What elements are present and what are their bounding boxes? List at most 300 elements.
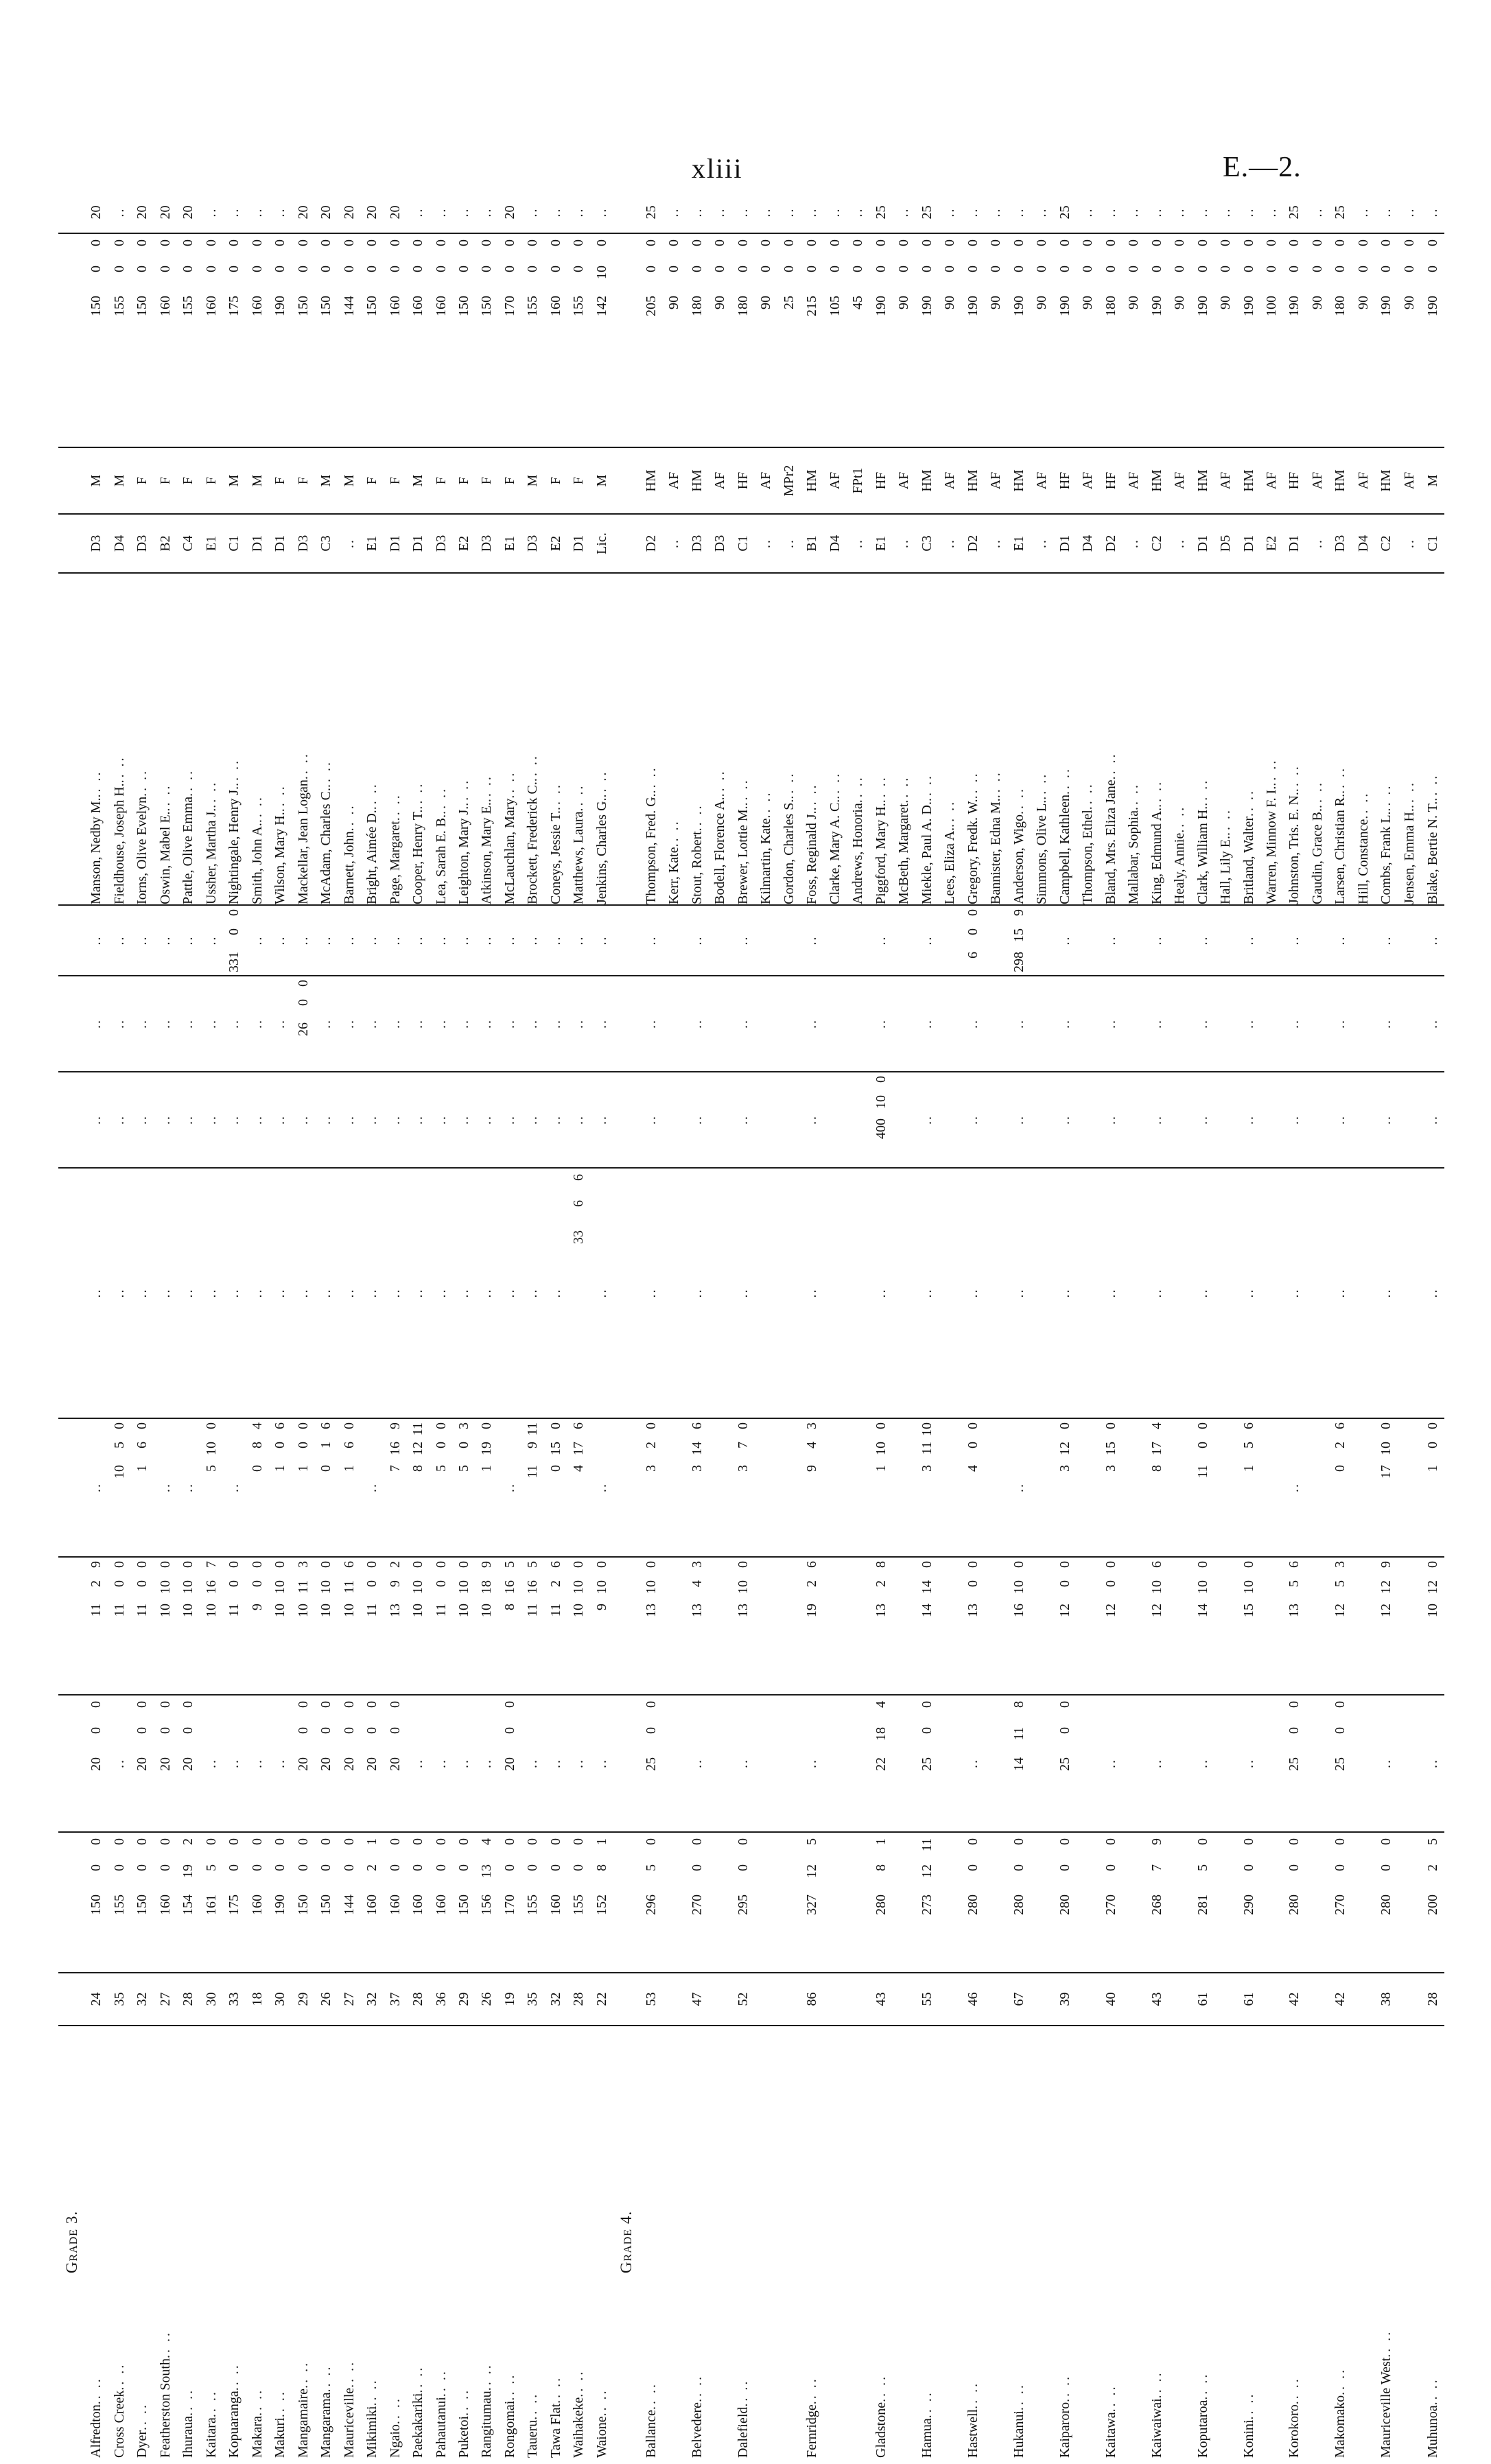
empty-mark: .. bbox=[203, 935, 219, 946]
empty-mark: .. bbox=[1378, 1115, 1394, 1125]
empty-mark: .. bbox=[364, 1483, 380, 1492]
cell-amount_j bbox=[1099, 905, 1122, 976]
cell-classification: .. bbox=[1168, 514, 1190, 573]
school-name: Hukanui bbox=[1011, 2410, 1026, 2458]
cell-teacher_salary: 180 0 0 bbox=[685, 233, 708, 447]
cell-amount_j bbox=[108, 905, 130, 976]
empty-mark: .. bbox=[896, 207, 912, 218]
empty-mark: .. bbox=[157, 1288, 173, 1298]
empty-mark: .. bbox=[1424, 207, 1440, 218]
cell-teacher_name bbox=[961, 573, 984, 905]
cell-amount_i bbox=[731, 976, 754, 1072]
cell-position: HF bbox=[1099, 447, 1122, 514]
cell-amount_h bbox=[292, 1072, 314, 1168]
cell-house_allowances bbox=[1214, 1695, 1236, 1832]
cell-classification: .. bbox=[338, 514, 360, 573]
cell-amount_i bbox=[1214, 976, 1236, 1072]
school-name: Paekakariki bbox=[410, 2393, 426, 2458]
cell-amount_f bbox=[1398, 1418, 1420, 1557]
cell-teacher_name bbox=[685, 573, 708, 905]
cell-classification: D3 bbox=[85, 514, 108, 573]
cell-teacher_salary: 45 0 0 bbox=[847, 233, 869, 447]
empty-mark: .. bbox=[249, 1288, 265, 1298]
cell-house_allowances bbox=[823, 1695, 846, 1832]
table-row bbox=[1168, 192, 1190, 2458]
empty-mark: .. bbox=[479, 1019, 495, 1029]
cell-teacher_house_allowance: 20 bbox=[387, 205, 403, 220]
dot-leader bbox=[503, 574, 517, 799]
cell-house_allowances bbox=[777, 1695, 800, 1832]
table-row bbox=[338, 192, 360, 2458]
cell-amount_e: 19 2 6 bbox=[801, 1557, 823, 1695]
empty-mark: .. bbox=[965, 1759, 981, 1768]
cell-amount_g bbox=[1145, 1168, 1168, 1418]
dot-leader bbox=[851, 574, 865, 803]
cell-average_attendance: 46 bbox=[961, 1973, 984, 2026]
empty-mark: .. bbox=[735, 1115, 751, 1125]
empty-mark: .. bbox=[965, 1019, 981, 1029]
cell-amount_i bbox=[1145, 976, 1168, 1072]
cell-school bbox=[58, 2026, 85, 2458]
cell-school bbox=[154, 2026, 176, 2458]
teacher-name: Brewer, Lottie M. bbox=[735, 806, 751, 904]
cell-amount_e: 10 12 0 bbox=[1421, 1557, 1444, 1695]
cell-school bbox=[1329, 2026, 1352, 2458]
cell-classification bbox=[58, 514, 85, 573]
cell-school bbox=[1260, 2026, 1282, 2458]
cell-amount_f bbox=[1352, 1418, 1374, 1557]
empty-mark: .. bbox=[1241, 1019, 1256, 1029]
cell-teacher_name bbox=[755, 573, 777, 905]
teacher-name: Nightingale, Henry J. bbox=[226, 786, 242, 904]
cell-teacher_salary: 190 0 0 bbox=[915, 233, 938, 447]
cell-classification: C1 bbox=[222, 514, 245, 573]
cell-annual_salaries bbox=[58, 1832, 85, 1973]
school-name: Mangarama bbox=[318, 2392, 334, 2458]
teacher-name: Thompson, Ethel bbox=[1080, 810, 1096, 904]
empty-mark: .. bbox=[1103, 1019, 1118, 1029]
cell-amount_i bbox=[893, 976, 915, 1072]
cell-amount_j: 331 0 0 bbox=[222, 905, 245, 976]
empty-mark: .. bbox=[203, 1288, 219, 1298]
cell-house_allowances bbox=[847, 1695, 869, 1832]
cell-amount_f: 5 0 3 bbox=[452, 1418, 475, 1557]
dot-leader bbox=[113, 574, 126, 783]
school-name: Korokoro bbox=[1287, 2404, 1302, 2458]
cell-amount_e: 10 11 3 bbox=[292, 1557, 314, 1695]
empty-mark: .. bbox=[111, 935, 127, 946]
cell-position: HM bbox=[685, 447, 708, 514]
cell-amount_f bbox=[777, 1418, 800, 1557]
cell-teacher_salary: 90 0 0 bbox=[709, 233, 731, 447]
cell-teacher_name bbox=[613, 573, 640, 905]
cell-classification: D3 bbox=[1329, 514, 1352, 573]
empty-mark: .. bbox=[735, 935, 751, 946]
cell-amount_j bbox=[476, 905, 498, 976]
cell-annual_salaries: 280 0 0 bbox=[1375, 1832, 1398, 1973]
cell-amount_i bbox=[360, 976, 383, 1072]
cell-average_attendance: 37 bbox=[384, 1973, 406, 2026]
empty-mark: .. bbox=[1309, 207, 1325, 218]
dot-leader bbox=[273, 2026, 287, 2417]
cell-amount_g bbox=[893, 1168, 915, 1418]
dot-leader bbox=[342, 574, 356, 831]
cell-position: AF bbox=[1398, 447, 1420, 514]
cell-teacher_salary: 144 0 0 bbox=[338, 233, 360, 447]
empty-mark: .. bbox=[1195, 207, 1210, 218]
cell-classification: .. bbox=[984, 514, 1007, 573]
empty-mark: .. bbox=[249, 1759, 265, 1768]
teacher-name: Mallabar, Sophia bbox=[1126, 810, 1142, 904]
dot-leader bbox=[736, 2026, 750, 2407]
table-row bbox=[314, 192, 337, 2458]
cell-amount_i bbox=[1191, 976, 1214, 1072]
empty-mark: .. bbox=[433, 1019, 449, 1029]
cell-teacher_salary: 160 0 0 bbox=[154, 233, 176, 447]
empty-mark: .. bbox=[548, 1759, 563, 1768]
table-row bbox=[1145, 192, 1168, 2458]
empty-mark: .. bbox=[111, 1759, 127, 1768]
dot-leader bbox=[388, 574, 402, 821]
empty-mark: .. bbox=[364, 1115, 380, 1125]
empty-mark: .. bbox=[456, 1759, 471, 1768]
dot-leader bbox=[181, 574, 195, 797]
cell-teacher_name bbox=[246, 573, 268, 905]
empty-mark: .. bbox=[111, 207, 127, 218]
cell-position: HM bbox=[1145, 447, 1168, 514]
cell-amount_h: 400 10 0 bbox=[869, 1072, 892, 1168]
cell-amount_g bbox=[108, 1168, 130, 1418]
cell-amount_g bbox=[961, 1168, 984, 1418]
empty-mark: .. bbox=[1103, 1288, 1118, 1298]
cell-average_attendance: 55 bbox=[915, 1973, 938, 2026]
empty-mark: .. bbox=[180, 1115, 196, 1125]
teacher-name: Anderson, Wigo bbox=[1011, 814, 1026, 904]
table-row bbox=[246, 192, 268, 2458]
cell-amount_i bbox=[1352, 976, 1374, 1072]
cell-amount_g bbox=[1306, 1168, 1328, 1418]
cell-amount_i bbox=[1122, 976, 1144, 1072]
empty-mark: .. bbox=[410, 935, 426, 946]
cell-amount_j bbox=[613, 905, 640, 976]
cell-teacher_house_allowance: 20 bbox=[134, 205, 150, 220]
empty-mark: .. bbox=[157, 1483, 173, 1492]
cell-amount_f bbox=[1007, 1418, 1030, 1557]
dot-leader bbox=[1242, 574, 1256, 817]
cell-house_allowances bbox=[200, 1695, 222, 1832]
cell-teacher_salary: 150 0 0 bbox=[360, 233, 383, 447]
cell-amount_e: 13 10 0 bbox=[731, 1557, 754, 1695]
cell-house_allowances bbox=[709, 1695, 731, 1832]
school-name: Koputaroa bbox=[1195, 2400, 1210, 2458]
cell-average_attendance: 35 bbox=[521, 1973, 544, 2026]
empty-mark: .. bbox=[272, 1759, 288, 1768]
cell-teacher_name bbox=[1214, 573, 1236, 905]
empty-mark: .. bbox=[111, 1115, 127, 1125]
empty-mark: .. bbox=[226, 1483, 242, 1492]
cell-teacher_house_allowance bbox=[1145, 192, 1168, 233]
dot-leader bbox=[480, 574, 493, 802]
empty-mark: .. bbox=[111, 1288, 127, 1298]
cell-school bbox=[452, 2026, 475, 2458]
empty-mark: .. bbox=[571, 1759, 587, 1768]
cell-average_attendance: 26 bbox=[314, 1973, 337, 2026]
cell-amount_f bbox=[663, 1418, 685, 1557]
cell-amount_g bbox=[613, 1168, 640, 1418]
empty-mark: .. bbox=[1218, 207, 1234, 218]
cell-amount_f: 1 0 0 bbox=[292, 1418, 314, 1557]
empty-mark: .. bbox=[1287, 1115, 1302, 1125]
cell-amount_h bbox=[984, 1072, 1007, 1168]
cell-amount_j bbox=[893, 905, 915, 976]
cell-amount_j bbox=[847, 905, 869, 976]
cell-amount_i bbox=[544, 976, 567, 1072]
cell-school bbox=[823, 2026, 846, 2458]
cell-teacher_house_allowance: 25 bbox=[1287, 205, 1302, 220]
cell-average_attendance: 53 bbox=[639, 1973, 662, 2026]
cell-position: AF bbox=[984, 447, 1007, 514]
cell-teacher_salary: 150 0 0 bbox=[85, 233, 108, 447]
cell-amount_i bbox=[709, 976, 731, 1072]
dot-leader bbox=[644, 2026, 658, 2410]
empty-mark: .. bbox=[456, 207, 471, 218]
cell-average_attendance: 28 bbox=[406, 1973, 429, 2026]
cell-amount_g: 33 6 6 bbox=[567, 1168, 590, 1418]
cell-house_allowances bbox=[685, 1695, 708, 1832]
table-row bbox=[801, 192, 823, 2458]
cell-classification: D3 bbox=[476, 514, 498, 573]
folio-number: xliii bbox=[692, 153, 743, 184]
cell-average_attendance bbox=[709, 1973, 731, 2026]
dot-leader bbox=[572, 574, 585, 811]
cell-amount_g bbox=[338, 1168, 360, 1418]
cell-average_attendance bbox=[823, 1973, 846, 2026]
cell-amount_e: 8 16 5 bbox=[498, 1557, 521, 1695]
empty-mark: .. bbox=[364, 1288, 380, 1298]
cell-amount_g bbox=[1283, 1168, 1306, 1418]
cell-school bbox=[709, 2026, 731, 2458]
empty-mark: .. bbox=[502, 935, 517, 946]
cell-teacher_name bbox=[1237, 573, 1260, 905]
empty-mark: .. bbox=[1103, 1115, 1118, 1125]
cell-annual_salaries bbox=[1398, 1832, 1420, 1973]
empty-mark: .. bbox=[1103, 207, 1118, 218]
cell-teacher_salary: 160 0 0 bbox=[246, 233, 268, 447]
cell-teacher_name bbox=[268, 573, 291, 905]
table-row bbox=[430, 192, 452, 2458]
cell-teacher_name bbox=[222, 573, 245, 905]
cell-position: HM bbox=[1237, 447, 1260, 514]
empty-mark: .. bbox=[1424, 1288, 1440, 1298]
cell-position: M bbox=[521, 447, 544, 514]
cell-amount_e: 10 10 0 bbox=[567, 1557, 590, 1695]
cell-teacher_salary: 190 0 0 bbox=[869, 233, 892, 447]
empty-mark: .. bbox=[643, 1115, 659, 1125]
cell-amount_e: 13 0 0 bbox=[961, 1557, 984, 1695]
cell-teacher_salary: 25 0 0 bbox=[777, 233, 800, 447]
cell-amount_e bbox=[1168, 1557, 1190, 1695]
cell-amount_f bbox=[938, 1418, 961, 1557]
cell-amount_f bbox=[222, 1418, 245, 1557]
teacher-name: Warren, Minnow F. I. bbox=[1263, 786, 1279, 904]
cell-amount_f bbox=[590, 1418, 613, 1557]
cell-amount_j bbox=[709, 905, 731, 976]
school-name: Pahautanui bbox=[433, 2397, 449, 2458]
cell-position: F bbox=[452, 447, 475, 514]
cell-amount_f: 4 0 0 bbox=[961, 1418, 984, 1557]
cell-amount_j bbox=[938, 905, 961, 976]
cell-average_attendance: 27 bbox=[154, 1973, 176, 2026]
paper-reference: E.—2. bbox=[1223, 152, 1302, 183]
cell-amount_i bbox=[498, 976, 521, 1072]
table-row bbox=[176, 192, 199, 2458]
cell-average_attendance bbox=[847, 1973, 869, 2026]
cell-annual_salaries bbox=[1260, 1832, 1282, 1973]
cell-position bbox=[613, 447, 640, 514]
table-row bbox=[847, 192, 869, 2458]
cell-amount_h bbox=[755, 1072, 777, 1168]
school-name: Rongomai bbox=[502, 2400, 517, 2458]
dot-leader bbox=[159, 2026, 172, 2358]
cell-amount_f: 0 2 6 bbox=[1329, 1418, 1352, 1557]
cell-house_allowances: 20 0 0 bbox=[338, 1695, 360, 1832]
dot-leader bbox=[1333, 574, 1347, 794]
cell-amount_i bbox=[384, 976, 406, 1072]
grade-heading-row bbox=[58, 192, 85, 2458]
cell-teacher_house_allowance bbox=[521, 192, 544, 233]
cell-teacher_salary: 150 0 0 bbox=[452, 233, 475, 447]
cell-amount_j bbox=[1398, 905, 1420, 976]
cell-amount_e: 12 5 3 bbox=[1329, 1557, 1352, 1695]
cell-teacher_salary: 90 0 0 bbox=[755, 233, 777, 447]
dot-leader bbox=[89, 2026, 103, 2404]
cell-average_attendance bbox=[984, 1973, 1007, 2026]
cell-teacher_house_allowance bbox=[847, 192, 869, 233]
cell-teacher_name bbox=[130, 573, 153, 905]
cell-house_allowances bbox=[1421, 1695, 1444, 1832]
teacher-name: Combs, Frank L. bbox=[1378, 811, 1394, 904]
cell-annual_salaries: 280 8 1 bbox=[869, 1832, 892, 1973]
cell-teacher_name bbox=[567, 573, 590, 905]
cell-amount_i bbox=[130, 976, 153, 1072]
table-row bbox=[1099, 192, 1122, 2458]
table-row bbox=[1214, 192, 1236, 2458]
dot-leader bbox=[503, 2026, 517, 2401]
cell-amount_h bbox=[85, 1072, 108, 1168]
cell-amount_f: 4 17 6 bbox=[567, 1418, 590, 1557]
empty-mark: .. bbox=[1034, 207, 1050, 218]
cell-annual_salaries bbox=[1352, 1832, 1374, 1973]
empty-mark: .. bbox=[479, 1288, 495, 1298]
cell-amount_f bbox=[1283, 1418, 1306, 1557]
cell-teacher_house_allowance bbox=[1122, 192, 1144, 233]
cell-amount_h bbox=[1168, 1072, 1190, 1168]
empty-mark: .. bbox=[1057, 1288, 1072, 1298]
empty-mark: .. bbox=[479, 207, 495, 218]
table-row bbox=[961, 192, 984, 2458]
empty-mark: .. bbox=[1011, 1019, 1026, 1029]
cell-amount_e: 11 0 0 bbox=[222, 1557, 245, 1695]
table-row bbox=[567, 192, 590, 2458]
cell-average_attendance: 28 bbox=[1421, 1973, 1444, 2026]
empty-mark: .. bbox=[502, 1019, 517, 1029]
teacher-name: Manson, Nedby M. bbox=[89, 797, 104, 904]
cell-annual_salaries: 150 0 0 bbox=[130, 1832, 153, 1973]
empty-mark: .. bbox=[341, 1019, 357, 1029]
dot-leader bbox=[874, 574, 888, 803]
cell-teacher_name bbox=[823, 573, 846, 905]
cell-school bbox=[384, 2026, 406, 2458]
cell-amount_j bbox=[731, 905, 754, 976]
cell-amount_j bbox=[1329, 905, 1352, 976]
cell-amount_f bbox=[755, 1418, 777, 1557]
cell-amount_j bbox=[1053, 905, 1076, 976]
cell-teacher_salary: 90 0 0 bbox=[1076, 233, 1099, 447]
cell-amount_h bbox=[1398, 1072, 1420, 1168]
empty-mark: .. bbox=[873, 935, 889, 946]
cell-average_attendance: 67 bbox=[1007, 1973, 1030, 2026]
cell-amount_h bbox=[498, 1072, 521, 1168]
cell-amount_e: 10 10 0 bbox=[406, 1557, 429, 1695]
dot-leader bbox=[1242, 2026, 1256, 2419]
empty-mark: .. bbox=[479, 1759, 495, 1768]
cell-position: AF bbox=[1352, 447, 1374, 514]
teacher-name: Clark, William H. bbox=[1195, 806, 1210, 904]
dot-leader bbox=[227, 2026, 241, 2391]
cell-school bbox=[567, 2026, 590, 2458]
cell-amount_f bbox=[1168, 1418, 1190, 1557]
cell-classification: E1 bbox=[200, 514, 222, 573]
cell-teacher_house_allowance bbox=[1237, 192, 1260, 233]
cell-annual_salaries bbox=[847, 1832, 869, 1973]
cell-annual_salaries bbox=[1168, 1832, 1190, 1973]
cell-average_attendance: 42 bbox=[1329, 1973, 1352, 2026]
teacher-name: Cooper, Henry T. bbox=[410, 809, 426, 904]
cell-teacher_name bbox=[544, 573, 567, 905]
cell-amount_h bbox=[1191, 1072, 1214, 1168]
cell-amount_h bbox=[1145, 1072, 1168, 1168]
cell-school bbox=[85, 2026, 108, 2458]
table-row bbox=[915, 192, 938, 2458]
cell-amount_f: 5 10 0 bbox=[200, 1418, 222, 1557]
cell-average_attendance: 61 bbox=[1237, 1973, 1260, 2026]
empty-mark: .. bbox=[479, 935, 495, 946]
cell-amount_f: 5 0 0 bbox=[430, 1418, 452, 1557]
empty-mark: .. bbox=[180, 1019, 196, 1029]
cell-annual_salaries bbox=[755, 1832, 777, 1973]
cell-average_attendance: 61 bbox=[1191, 1973, 1214, 2026]
dot-leader bbox=[920, 2026, 934, 2418]
cell-teacher_salary: 150 0 0 bbox=[476, 233, 498, 447]
cell-teacher_name bbox=[430, 573, 452, 905]
empty-mark: .. bbox=[689, 1288, 705, 1298]
cell-average_attendance: 43 bbox=[869, 1973, 892, 2026]
empty-mark: .. bbox=[433, 1759, 449, 1768]
cell-house_allowances: 25 0 0 bbox=[639, 1695, 662, 1832]
dot-leader bbox=[365, 2026, 379, 2406]
empty-mark: .. bbox=[410, 1759, 426, 1768]
cell-house_allowances bbox=[108, 1695, 130, 1832]
cell-amount_i bbox=[1329, 976, 1352, 1072]
teacher-name: Lees, Eliza A. bbox=[942, 827, 958, 904]
cell-house_allowances bbox=[613, 1695, 640, 1832]
teacher-name: Jensen, Emma H. bbox=[1401, 808, 1417, 904]
table-row bbox=[1283, 192, 1306, 2458]
cell-school bbox=[476, 2026, 498, 2458]
cell-amount_j bbox=[639, 905, 662, 976]
cell-average_attendance bbox=[58, 1973, 85, 2026]
cell-average_attendance: 30 bbox=[200, 1973, 222, 2026]
